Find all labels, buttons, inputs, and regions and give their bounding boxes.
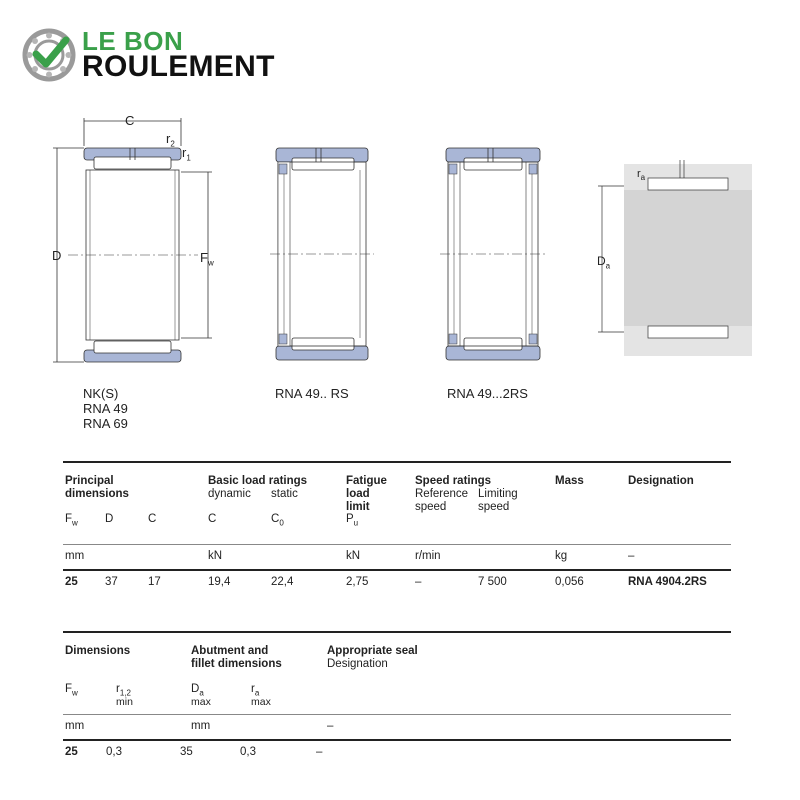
bearing-check-icon (22, 28, 76, 82)
t1-head-static: static (271, 488, 298, 500)
t1-unit-kn: kN (208, 550, 223, 562)
t2-cell-seal: – (316, 746, 323, 758)
table2-top-rule (63, 631, 731, 633)
t1-head-fatigue2: load (346, 488, 370, 500)
dim-r2-label: $r_2$ (166, 131, 175, 149)
abutment-drawing (596, 160, 752, 358)
t2-sym-da-max: max (191, 696, 211, 708)
t1-cell-ref: – (415, 576, 422, 588)
drawing-label-rs: RNA 49.. RS (275, 386, 349, 401)
bearing-drawing-2rs (440, 140, 546, 368)
t1-head-limiting2: speed (478, 501, 510, 513)
t1-head-dimensions: dimensions (65, 488, 129, 500)
t1-cell-pu: 2,75 (346, 576, 369, 588)
t2-cell-ra: 0,3 (240, 746, 256, 758)
t1-sym-fw: $F_w$ (65, 513, 78, 528)
t2-cell-r12: 0,3 (106, 746, 122, 758)
t2-sym-fw: $F_w$ (65, 683, 78, 698)
t2-unit-mm: mm (65, 720, 85, 732)
t2-unit-mm-abutment: mm (191, 720, 211, 732)
bearing-drawing-rs (270, 140, 374, 368)
t2-sym-ra: $r_a$ (251, 683, 260, 698)
t2-head-dimensions: Dimensions (65, 645, 131, 657)
dim-fw-label: $F_w$ (200, 250, 214, 268)
dim-da-label: $D_a$ (597, 254, 611, 271)
t1-head-limiting1: Limiting (478, 488, 518, 500)
t1-head-fatigue1: Fatigue (346, 475, 387, 487)
t1-cell-cdyn: 19,4 (208, 576, 231, 588)
drawing-label-2rs: RNA 49...2RS (447, 386, 528, 401)
t1-head-speed: Speed ratings (415, 475, 492, 487)
t1-data-rule (63, 569, 731, 571)
t1-sym-c0: $C_0$ (271, 513, 284, 528)
t2-data-rule (63, 739, 731, 741)
brand-line2: ROULEMENT (82, 50, 275, 83)
dim-c-label: C (125, 113, 135, 128)
t1-head-mass: Mass (555, 475, 584, 487)
t2-head-abutment2: fillet dimensions (191, 658, 282, 670)
t1-head-fatigue3: limit (346, 501, 370, 513)
t1-unit-rmin: r/min (415, 550, 441, 562)
t1-cell-mass: 0,056 (555, 576, 584, 588)
dim-d-label: D (52, 248, 62, 263)
t2-head-abutment1: Abutment and (191, 645, 269, 657)
dim-ra-label: $r_a$ (637, 168, 646, 183)
t1-head-designation: Designation (628, 475, 694, 487)
t1-sym-d: D (105, 513, 114, 525)
t2-sym-r12: $r_{1,2}$ (116, 683, 131, 698)
t1-head-principal: Principal (65, 475, 114, 487)
t1-sym-pu: $P_u$ (346, 513, 359, 528)
t1-cell-c0: 22,4 (271, 576, 294, 588)
brand-line1: LE BON (82, 26, 184, 56)
t2-cell-fw: 25 (65, 746, 78, 758)
t1-unit-kg: kg (555, 550, 568, 562)
bearing-drawing-nk (48, 110, 228, 370)
t1-head-dynamic: dynamic (208, 488, 251, 500)
t2-sym-da: $D_a$ (191, 683, 204, 698)
t1-cell-designation: RNA 4904.2RS (628, 576, 707, 588)
t1-unit-dash: – (628, 550, 635, 562)
t1-cell-lim: 7 500 (478, 576, 507, 588)
t2-unit-dash: – (327, 720, 334, 732)
drawing-label-nk: NK(S) RNA 49 RNA 69 (83, 386, 128, 431)
t2-sym-r12-min: min (116, 696, 133, 708)
t1-head-reference1: Reference (415, 488, 469, 500)
t1-cell-fw: 25 (65, 576, 78, 588)
t1-head-basic: Basic load ratings (208, 475, 308, 487)
t1-head-reference2: speed (415, 501, 447, 513)
t2-cell-da: 35 (180, 746, 193, 758)
t1-sym-c-dyn: C (208, 513, 217, 525)
t1-unit-mm: mm (65, 550, 85, 562)
t2-head-seal2: Designation (327, 658, 388, 670)
t1-units-rule (63, 544, 731, 545)
dim-r1-label: $r_1$ (182, 145, 191, 163)
t1-sym-c: C (148, 513, 157, 525)
t1-unit-kn-fatigue: kN (346, 550, 361, 562)
t1-cell-c: 17 (148, 576, 161, 588)
t2-sym-ra-max: max (251, 696, 271, 708)
t2-units-rule (63, 714, 731, 715)
table1-top-rule (63, 461, 731, 463)
t2-head-seal1: Appropriate seal (327, 645, 418, 657)
t1-cell-d: 37 (105, 576, 118, 588)
